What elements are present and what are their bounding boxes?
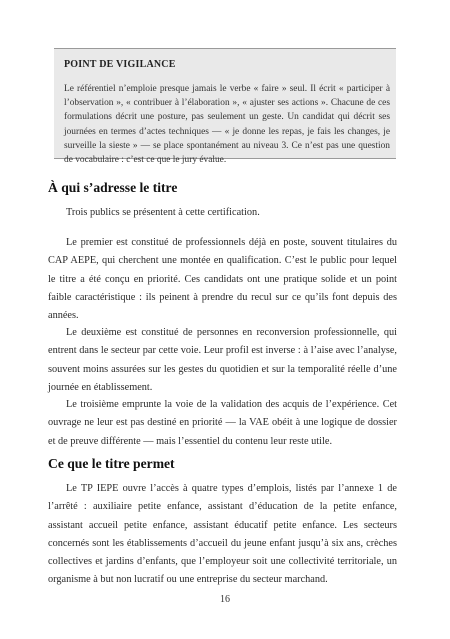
paragraph-third-public: Le troisième emprunte la voie de la validation des acquis de l’expérience. Cet ouvrage ne leur est pas destiné en priorité — la VAE obéit à une logique de dossier et de preuve différente — mais l’essentiel du contenu leur reste utile. (48, 399, 397, 447)
paragraph-first-public: Le premier est constitué de professionnels déjà en poste, souvent titulaires du CAP AEPE, qui cherchent une montée en qualification. C’est le public pour lequel le titre a été conçu en priorité. Ces candidats ont une pratique solide et un point faible caractéristique : ils peinent à prendre du recul sur ce qu’ils font depuis des années. (48, 237, 397, 322)
page-number: 16 (220, 594, 230, 605)
callout-text: Le référentiel n’emploie presque jamais le verbe « faire » seul. Il écrit « participer à l’observation », « contribuer à l’élaboration », « ajuster ses actions ». Chacune de ces formulations décrit une posture, pas seulement un geste. Un candidat qui décrit ses journées en termes d’actes techniques — « je donne les repas, je fais les changes, je surveille la sieste » — se place spontanément au niveau 3. Ce n’est pas une question de vocabulaire : c’est ce que le jury évalue. (64, 84, 390, 166)
paragraph-intro: Trois publics se présentent à cette certification. (66, 207, 260, 218)
callout-title: POINT DE VIGILANCE (64, 59, 176, 70)
section-heading-audience: À qui s’adresse le titre (48, 180, 178, 195)
section-heading-permits: Ce que le titre permet (48, 456, 175, 471)
paragraph-second-public: Le deuxième est constitué de personnes en reconversion professionnelle, qui entrent dans le secteur par cette voie. Leur profil est inverse : à l’aise avec l’analyse, souvent moins assurées sur les gestes du quotidien et sur la temporalité réelle d’une journée en établissement. (48, 327, 397, 393)
paragraph-jobs: Le TP IEPE ouvre l’accès à quatre types d’emplois, listés par l’annexe 1 de l’arrêté : auxiliaire petite enfance, assistant d’éducation de la petite enfance, assistant accueil petite enfance, assistant éducatif petite enfance. Les secteurs concernés sont les établissements d’accueil du jeune enfant jusqu’à six ans, crèches collectives et jardins d’enfants, que l’employeur soit une collectivité territoriale, un organisme à but non lucratif ou une entreprise du secteur marchand. (48, 483, 397, 586)
vigilance-callout (54, 48, 396, 166)
